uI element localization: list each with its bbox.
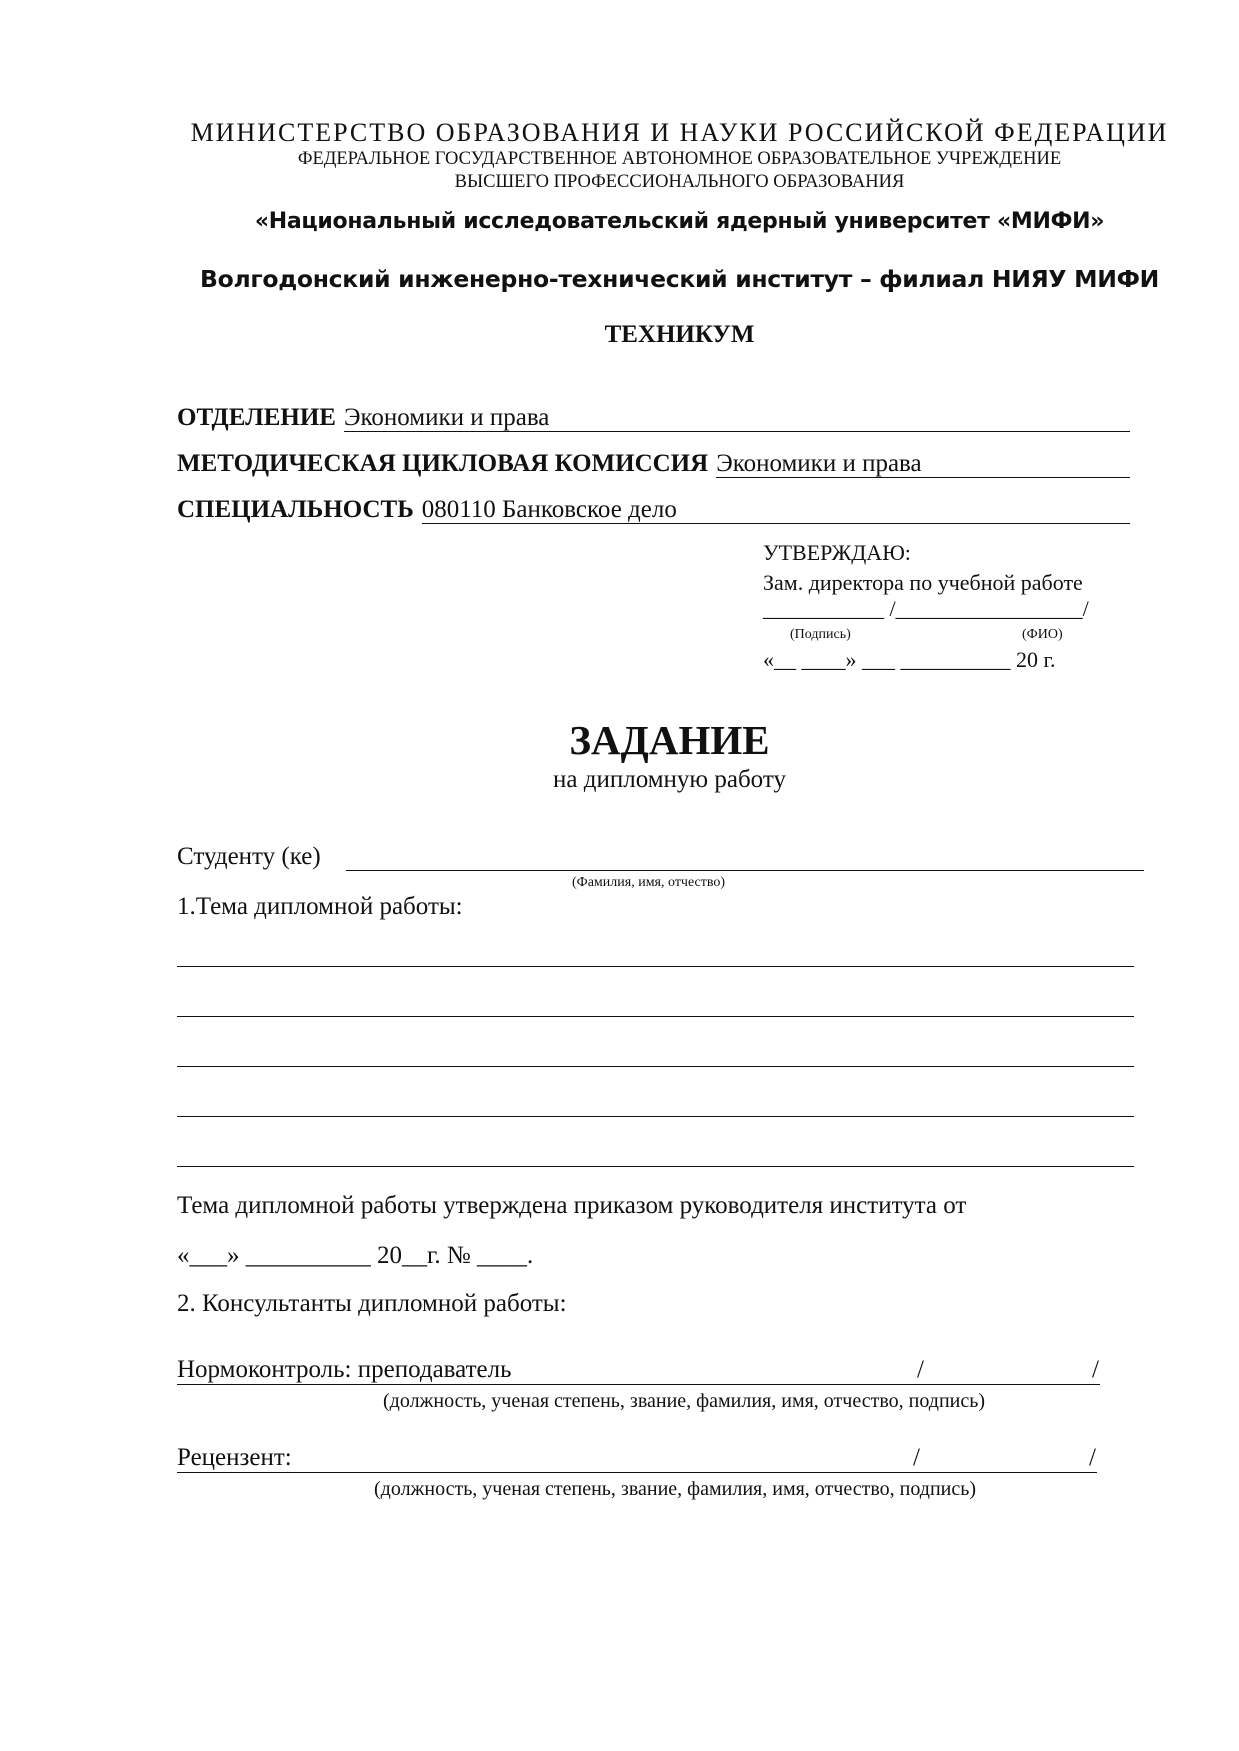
specialty-field[interactable]: 080110 Банковское дело (422, 497, 1130, 524)
specialty-row (177, 496, 1130, 524)
approver-signature-line[interactable]: ___________ /_________________/ (763, 596, 1089, 621)
normcontrol-field[interactable] (177, 1384, 1100, 1385)
reviewer-caption: (должность, ученая степень, звание, фамилия, имя, отчество, подпись) (374, 1478, 977, 1500)
topic-line[interactable] (177, 966, 1134, 967)
ministry-heading: МИНИСТЕРСТВО ОБРАЗОВАНИЯ И НАУКИ РОССИЙСКОЙ ФЕДЕРАЦИИ (190, 118, 1169, 147)
reviewer-field[interactable] (177, 1472, 1097, 1473)
approve-heading: УТВЕРЖДАЮ: (763, 540, 911, 565)
commission-label: МЕТОДИЧЕСКАЯ ЦИКЛОВАЯ КОМИССИЯ (177, 450, 709, 477)
fio-caption: (ФИО) (1022, 627, 1063, 642)
commission-row (177, 450, 1130, 478)
topic-label: 1.Тема дипломной работы: (177, 893, 463, 920)
approval-date-line[interactable]: «__ ____» ___ __________ 20 г. (763, 647, 1056, 672)
topic-line[interactable] (177, 1116, 1134, 1117)
reviewer-label: Рецензент: (177, 1444, 292, 1471)
student-name-caption: (Фамилия, имя, отчество) (572, 875, 726, 890)
technikum-heading: ТЕХНИКУМ (604, 321, 755, 348)
department-label: ОТДЕЛЕНИЕ (177, 404, 336, 431)
order-text: Тема дипломной работы утверждена приказом руководителя института от (177, 1192, 967, 1219)
topic-line[interactable] (177, 1066, 1134, 1067)
normcontrol-slash: / (917, 1356, 924, 1383)
normcontrol-caption: (должность, ученая степень, звание, фамилия, имя, отчество, подпись) (383, 1390, 986, 1412)
federal-institution-line-1: ФЕДЕРАЛЬНОЕ ГОСУДАРСТВЕННОЕ АВТОНОМНОЕ ОБРАЗОВАТЕЛЬНОЕ УЧРЕЖДЕНИЕ (297, 149, 1062, 169)
task-title: ЗАДАНИЕ (569, 717, 770, 763)
approver-position: Зам. директора по учебной работе (763, 570, 1083, 595)
signature-caption: (Подпись) (790, 627, 851, 642)
university-name: «Национальный исследовательский ядерный университет «МИФИ» (254, 209, 1105, 234)
institute-name: Волгодонский инженерно-технический институт – филиал НИЯУ МИФИ (200, 265, 1159, 293)
topic-line[interactable] (177, 1016, 1134, 1017)
order-date-number[interactable]: «___» __________ 20__г. № ____. (177, 1242, 534, 1269)
consultants-label: 2. Консультанты дипломной работы: (177, 1290, 567, 1317)
normcontrol-slash-end: / (1092, 1356, 1099, 1383)
reviewer-slash: / (913, 1444, 920, 1471)
student-name-field[interactable] (346, 870, 1144, 871)
student-label: Студенту (ке) (177, 843, 321, 870)
reviewer-slash-end: / (1089, 1444, 1096, 1471)
federal-institution-line-2: ВЫСШЕГО ПРОФЕССИОНАЛЬНОГО ОБРАЗОВАНИЯ (454, 172, 905, 192)
commission-field[interactable]: Экономики и права (716, 451, 1130, 478)
normcontrol-label: Нормоконтроль: преподаватель (177, 1356, 512, 1383)
department-field[interactable]: Экономики и права (344, 405, 1130, 432)
topic-line[interactable] (177, 1166, 1134, 1167)
specialty-label: СПЕЦИАЛЬНОСТЬ (177, 496, 414, 523)
department-row (177, 404, 1130, 432)
task-subtitle: на дипломную работу (553, 766, 786, 793)
